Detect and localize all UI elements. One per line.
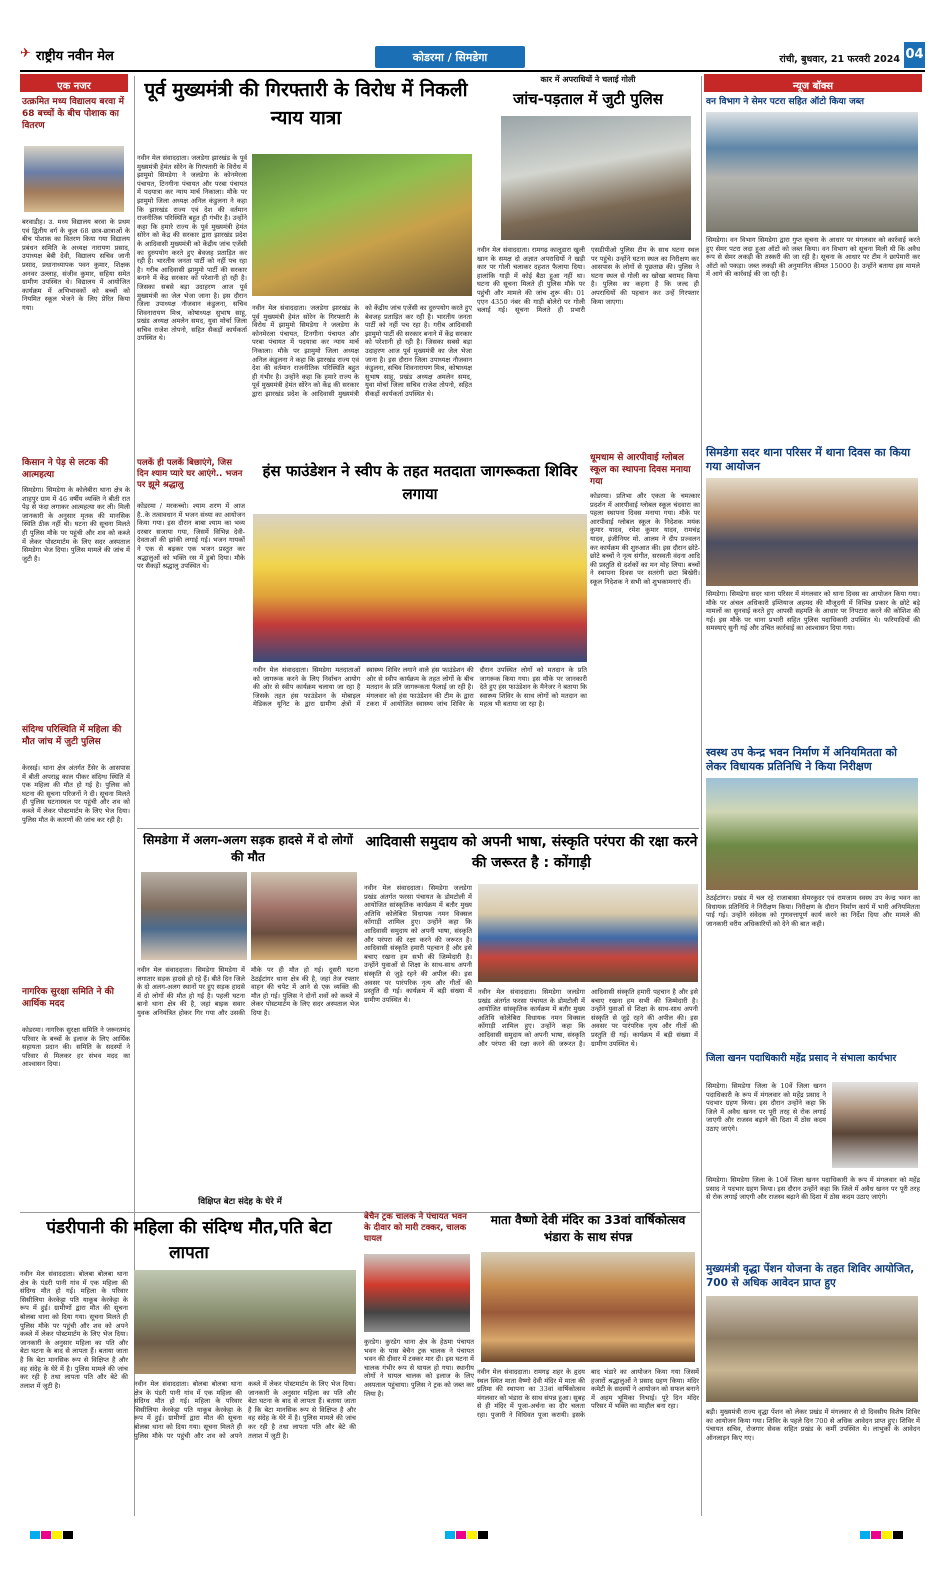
panderi-body-a: नवीन मेल संवाददाता। बोलबा बोलबा थाना क्षेत्र के पंडरी पानी गांव में एक महिला की संदिग्ध मौत हो गई। महिला के परिवार सिसीलिया केरकेट्टा पति याकूब केरकेट्टा के रूप में हुई। ग्रामीणों द्वारा मौत की सूचना बोलबा थाना को दिया गया। सूचना मिलते ही पुलिस मौके पर पहुंची और शव को अपने कब्जे में लेकर पोस्टमार्टम के लिए भेज दिया। जानकारी के अनुसार महिला का पति और बेटा घटना के बाद से लापता हैं। बताया जाता है कि बेटा मानसिक रूप से विक्षिप्त है और वह संदेह के घेरे में है। पुलिस मामले की जांच कर रही है तथा लापता पति और बेटे की तलाश में जुटी है।: [20, 1270, 128, 1390]
truck-photo: [364, 1254, 470, 1332]
masthead-rule: [20, 70, 925, 72]
adivasi-body-b: नवीन मेल संवाददाता। सिमडेगा जलडेगा प्रखंड अंतर्गत फरसा पंचायत के डोमटोली में आयोजित सांस्कृतिक कार्यक्रम में बतौर मुख्य अतिथि कोलेबिरा विधायक नमन विक्सल कोंगाड़ी शामिल हुए। उन्होंने कहा कि आदिवासी समुदाय को अपनी भाषा, संस्कृति और परंपरा की रक्षा करने की जरूरत है। आदिवासी संस्कृति हमारी पहचान है और इसे बचाए रखना हम सभी की जिम्मेदारी है। उन्होंने युवाओं से शिक्षा के साथ-साथ अपनी संस्कृति से जुड़े रहने की अपील की। इस अवसर पर पारंपरिक नृत्य और गीतों की प्रस्तुति दी गई। कार्यक्रम में बड़ी संख्या में ग्रामीण उपस्थित थे।: [478, 988, 698, 1048]
section-rule: [137, 828, 699, 829]
health-centre-photo: [706, 778, 918, 890]
adivasi-body-a: नवीन मेल संवाददाता। सिमडेगा जलडेगा प्रखंड अंतर्गत फरसा पंचायत के डोमटोली में आयोजित सांस्कृतिक कार्यक्रम में बतौर मुख्य अतिथि कोलेबिरा विधायक नमन विक्सल कोंगाड़ी शामिल हुए। उन्होंने कहा कि आदिवासी समुदाय को अपनी भाषा, संस्कृति और परंपरा की रक्षा करने की जरूरत है। आदिवासी संस्कृति हमारी पहचान है और इसे बचाए रखना हम सभी की जिम्मेदारी है। उन्होंने युवाओं से शिक्षा के साथ-साथ अपनी संस्कृति से जुड़े रहने की अपील की। इस अवसर पर पारंपरिक नृत्य और गीतों की प्रस्तुति दी गई। कार्यक्रम में बड़ी संख्या में ग्रामीण उपस्थित थे।: [364, 884, 472, 1004]
news-box-headline-3: स्वस्थ उप केन्द्र भवन निर्माण में अनियमितता को लेकर विधायक प्रतिनिधि ने किया निरीक्षण: [706, 746, 897, 773]
crime-story: [477, 74, 699, 449]
truck-body: कुरडेग। कुरडेग थाना क्षेत्र के हेठमा पंचायत भवन के पास बेचैन ट्रक चालक ने पंचायत भवन की दीवार में टक्कर मार दी। इस घटना में चालक गंभीर रूप से घायल हो गया। स्थानीय लोगों ने घायल चालक को इलाज के लिए अस्पताल पहुंचाया। पुलिस ने ट्रक को जब्त कर लिया है।: [364, 1338, 474, 1398]
crime-headline: जांच-पड़ताल में जुटी पुलिस: [513, 90, 663, 108]
accident-headline: सिमडेगा में अलग-अलग सड़क हादसे में दो लोगों की मौत: [143, 833, 353, 864]
ek-nazar-headline-3: संदिग्ध परिस्थिति में महिला की मौत जांच में जुटी पुलिस: [22, 725, 122, 747]
thana-diwas-photo: [706, 478, 918, 586]
ek-nazar-label: एक नजर: [20, 74, 128, 92]
news-box-headline-4: जिला खनन पदाधिकारी महेंद्र प्रसाद ने संभाला कार्यभार: [706, 1053, 897, 1064]
news-box-body-4b: सिमडेगा। सिमडेगा जिला के 10वें जिला खनन पदाधिकारी के रूप में मंगलवार को महेंद्र प्रसाद ने पदभार ग्रहण किया। इस दौरान उन्होंने कहा कि जिले में अवैध खनन पर पूरी तरह से रोक लगाई जाएगी और राजस्व बढ़ाने की दिशा में ठोस कदम उठाए जाएंगे।: [706, 1176, 920, 1202]
news-box-headline-2: सिमडेगा सदर थाना परिसर में थाना दिवस का किया गया आयोजन: [706, 446, 911, 473]
news-box-headline-5: मुख्यमंत्री वृद्धा पेंशन योजना के तहत शिविर आयोजित, 700 से अधिक आवेदन प्राप्त हुए: [706, 1263, 915, 1289]
seized-auto-photo: [706, 112, 918, 232]
ek-nazar-body-1: बरवाडीह। उ. मध्य विद्यालय बरवा के प्रथम एवं द्वितीय वर्ग के कुल 68 छात्र-छात्राओं के बीच पोशाक का वितरण किया गया विद्यालय प्रबंधन समिति के अध्यक्ष नारायण प्रसाद, उपाध्यक्ष बेबी देवी, विद्यालय सचिव जानी प्रसाद, प्रधानाध्यापक पवन कुमार, शिक्षक अनवर उल्लाह, संजीव कुमार, सहिया समेत ग्रामीण उपस्थित थे। विद्यालय में आयोजित कार्यक्रम में अभिभावकों को बच्चों को नियमित स्कूल भेजने के लिए प्रेरित किया गया।: [22, 218, 130, 312]
panderi-body-b: नवीन मेल संवाददाता। बोलबा बोलबा थाना क्षेत्र के पंडरी पानी गांव में एक महिला की संदिग्ध मौत हो गई। महिला के परिवार सिसीलिया केरकेट्टा पति याकूब केरकेट्टा के रूप में हुई। ग्रामीणों द्वारा मौत की सूचना बोलबा थाना को दिया गया। सूचना मिलते ही पुलिस मौके पर पहुंची और शव को अपने कब्जे में लेकर पोस्टमार्टम के लिए भेज दिया। जानकारी के अनुसार महिला का पति और बेटा घटना के बाद से लापता हैं। बताया जाता है कि बेटा मानसिक रूप से विक्षिप्त है और वह संदेह के घेरे में है। पुलिस मामले की जांच कर रही है तथा लापता पति और बेटे की तलाश में जुटी है।: [134, 1380, 356, 1440]
registration-strip-center: [445, 1524, 489, 1543]
accident-photo-2: [251, 872, 357, 960]
section-label: कोडरमा / सिमडेगा: [412, 51, 488, 64]
panderi-headline: पंडरीपानी की महिला की संदिग्ध मौत,पति बेटा लापता: [46, 1218, 332, 1263]
crime-body: नवीन मेल संवाददाता। रामगढ़ कालूडारा खुली खान के समक्ष दो अज्ञात अपराधियों ने खड़ी कार पर गोली चलाकर दहशत फैलाया दिया। हालांकि गाड़ी में कोई बैठा हुआ नहीं था। घटना की सूचना मिलते ही पुलिस मौके पर पहुंची और मामले की जांच शुरू की। 01 एएन 4350 नंबर की गाड़ी बोलेरो पर गोली चलाई गई। सूचना मिलते ही प्रभारी एसडीपीओ पुलिस टीम के साथ घटना स्थल पर पहुंचे। उन्होंने घटना स्थल का निरीक्षण कर आसपास के लोगों से पूछताछ की। पुलिस ने घटना स्थल से गोली का खोखा बरामद किया है। पुलिस का कहना है कि जल्द ही अपराधियों की पहचान कर उन्हें गिरफ्तार किया जाएगा।: [477, 246, 699, 315]
lead-body-b: नवीन मेल संवाददाता। जलडेगा झारखंड के पूर्व मुख्यमंत्री हेमंत सोरेन के गिरफ्तारी के विरोध में झामुमो सिमडेगा ने जलडेगा के कोनमेरला पंचायत, टिनगीना पंचायत और परबा पंचायत में पदयात्रा कर न्याय मार्च निकाला। मौके पर झामुमो जिला अध्यक्ष अनिल कंडुलना ने कहा कि झारखंड राज्य एवं देश की वर्तमान राजनीतिक परिस्थिति बहुत ही गंभीर है। उन्होंने कहा कि हमारे राज्य के पूर्व मुख्यमंत्री हेमंत सोरेन को केंद्र की सरकार द्वारा झारखंड प्रदेश के आदिवासी मुख्यमंत्री को केंद्रीय जांच एजेंसी का दुरुपयोग करते हुए बेवजह प्रताड़ित कर रही है। भारतीय जनता पार्टी को नहीं पच रहा है। गरीब आदिवासी झामुमो पार्टी की सरकार बनाने में केंद्र सरकार को परेशानी हो रही है। जिसका सबसे बड़ा उदाहरण आज पूर्व मुख्यमंत्री का जेल भेजा जाना है। इस दौरान जिला उपाध्यक्ष नौजवान कंडुलना, सचिव शिवनारायण मिश्र, कोषाध्यक्ष सुभाष साहू, प्रखंड अध्यक्ष अमलेन समद, युवा मोर्चा जिला सचिव राजेश तोपनो, सहित सैकड़ों कार्यकर्ता उपस्थित थे।: [252, 304, 472, 398]
news-box-label: न्यूज बॉक्स: [704, 74, 922, 92]
news-box-column: [704, 74, 922, 1514]
ek-nazar-headline-2: किसान ने पेड़ से लटक की आत्महत्या: [22, 458, 109, 480]
global-school-story: [590, 452, 700, 822]
adivasi-event-photo: [478, 884, 698, 982]
hans-body: नवीन मेल संवाददाता। सिमडेगा मतदाताओं को जागरूक करने के लिए निर्वाचन आयोग की ओर से स्वीप कार्यक्रम चलाया जा रहा है जिसके तहत हंस फाउंडेशन के मोबाइल मेडिकल यूनिट के द्वारा ग्रामीण क्षेत्रों में स्वास्थ्य शिविर लगाने वाले हंस फाउंडेशन की ओर से स्वीप कार्यक्रम के तहत लोगों के बीच मतदान के प्रति जागरूकता फैलाई जा रही है। मंगलवार को हंस फाउंडेशन की टीम के द्वारा टकरा में आयोजित स्वास्थ्य जांच शिविर के दौरान उपस्थित लोगों को मतदान के प्रति जागरूक किया गया। इस मौके पर जानकारी देते हुए हंस फाउंडेशन के मैनेजर ने बताया कि स्वास्थ्य शिविर के साथ लोगों को मतदान का महत्व भी बताया जा रहा है।: [253, 666, 587, 709]
bhajan-kicker: पलकें ही पलकें बिछाएंगे, जिस दिन श्याम प्यारे घर आएंगे.. भजन पर झूमे श्रद्धालु: [137, 458, 243, 490]
registration-strip-right: [860, 1524, 904, 1543]
panderi-photo: [134, 1270, 356, 1374]
hans-story: [137, 458, 587, 828]
news-box-body-3: ठेठईटांगर। प्रखंड में चल रहे राजाबासा सेमरकुदर एवं रामजाम स्वस्थ उप केन्द्र भवन का विधायक प्रतिनिधि ने निरीक्षण किया। निरीक्षण के दौरान निर्माण कार्य में भारी अनियमितता पाई गई। उन्होंने संवेदक को गुणवत्तापूर्ण कार्य करने का निर्देश दिया और मामले की जानकारी वरीय अधिकारियों को देने की बात कही।: [706, 894, 920, 928]
damaged-car-photo: [501, 116, 691, 240]
pension-camp-photo: [706, 1296, 918, 1402]
paper-logo: [20, 44, 170, 66]
lead-headline: पूर्व मुख्यमंत्री की गिरफ्तारी के विरोध में निकली न्याय यात्रा: [144, 79, 468, 129]
panderi-story: [20, 1196, 358, 1516]
ek-nazar-headline-4: नागरिक सुरक्षा समिति ने की आर्थिक मदद: [22, 987, 114, 1009]
global-school-body: कोडरमा। प्रतिभा और एकता के चमत्कार प्रदर्शन में आरपीवाई ग्लोबल स्कूल चंदवारा का पहला स्थापना दिवस मनाया गया। मौके पर आरपीवाई ग्लोबल स्कूल के निदेशक मयंक कुमार यादव, रमेश कुमार यादव, रामचंद्र यादव, इंजीनियर मो. आलम ने दीप प्रज्वलन कर कार्यक्रम की शुरुआत की। इस दौरान छोटे-छोटे बच्चों ने नृत्य संगीत, सरस्वती वंदना आदि की प्रस्तुति से दर्शकों का मन मोह लिया। बच्चों ने स्थापना दिवस पर सतरंगी छटा बिखेरी। स्कूल निदेशक ने सभी को शुभकामनाएं दीं।: [590, 492, 700, 586]
registration-strip-left: [30, 1524, 74, 1543]
news-box-body-1: सिमडेगा। वन विभाग सिमडेगा द्वारा गुप्त सूचना के आधार पर मंगलवार को कार्रवाई करते हुए सेमर पटरा लदा हुआ ऑटो को जब्त किया। वन विभाग को सूचना मिली थी कि अवैध रूप से सेमर लकड़ी की तस्करी की जा रही है। सूचना के आधार पर टीम ने छापेमारी कर ऑटो को पकड़ा। जब्त लकड़ी की अनुमानित कीमत 15000 है। उन्होंने बताया इस मामले में आगे की कार्रवाई की जा रही है।: [706, 236, 920, 279]
accident-photo-1: [141, 872, 247, 960]
ek-nazar-headline-1: उत्क्रमित मध्य विद्यालय बरवा में 68 बच्चों के बीच पोशाक का वितरण: [22, 97, 125, 131]
sweep-camp-photo: [253, 514, 587, 662]
bird-logo-icon: ✈: [20, 46, 31, 61]
ek-nazar-body-2: सिमडेगा। सिमडेगा के कोलेबीरा थाना क्षेत्र के शाहपुर ग्राम में 46 वर्षीय व्यक्ति ने बीती रात पेड़ से फंदा लगाकर आत्महत्या कर ली। मिली जानकारी के अनुसार मृतक की मानसिक स्थिति ठीक नहीं थी। घटना की सूचना मिलते ही पुलिस मौके पर पहुंची और शव को कब्जे में लेकर पोस्टमार्टम के लिए सदर अस्पताल सिमडेगा भेज दिया। पुलिस मामले की जांच में जुटी है।: [22, 486, 130, 563]
col-divider: [701, 76, 702, 1516]
accident-body: नवीन मेल संवाददाता। सिमडेगा सिमडेगा में लगातार सड़क हादसे हो रहे हैं। बीते दिन जिले के दो अलग-अलग स्थानों पर हुए सड़क हादसे में दो लोगों की मौत हो गई है। पहली घटना बानो थाना क्षेत्र की है, जहां बाइक सवार युवक अनियंत्रित होकर गिर गया और उसकी मौके पर ही मौत हो गई। दूसरी घटना ठेठईटांगर थाना क्षेत्र की है, जहां तेज रफ्तार वाहन की चपेट में आने से एक व्यक्ति की मौत हो गई। पुलिस ने दोनों शवों को कब्जे में लेकर पोस्टमार्टम के लिए सदर अस्पताल भेज दिया है।: [137, 966, 359, 1017]
news-box-headline-1: वन विभाग ने सेमर पटरा सहित ऑटो किया जब्त: [706, 97, 865, 107]
ek-nazar-body-4: कोडरमा। नागरिक सुरक्षा समिति ने जरूरतमंद परिवार के बच्चों के इलाज के लिए आर्थिक सहायता प्रदान की। समिति के सदस्यों ने परिवार से मिलकर हर संभव मदद का आश्वासन दिया।: [22, 1026, 130, 1069]
date-line: रांची, बुधवार, 21 फरवरी 2024: [779, 54, 900, 65]
bhandara-photo: [481, 1252, 695, 1362]
vaishno-headline: माता वैष्णो देवी मंदिर का 33वां वार्षिकोत्सव भंडारा के साथ संपन्न: [490, 1213, 686, 1244]
lead-body-a: नवीन मेल संवाददाता। जलडेगा झारखंड के पूर्व मुख्यमंत्री हेमंत सोरेन के गिरफ्तारी के विरोध में झामुमो सिमडेगा ने जलडेगा के कोनमेरला पंचायत, टिनगीना पंचायत और परबा पंचायत में पदयात्रा कर न्याय मार्च निकाला। मौके पर झामुमो जिला अध्यक्ष अनिल कंडुलना ने कहा कि झारखंड राज्य एवं देश की वर्तमान राजनीतिक परिस्थिति बहुत ही गंभीर है। उन्होंने कहा कि हमारे राज्य के पूर्व मुख्यमंत्री हेमंत सोरेन को केंद्र की सरकार द्वारा झारखंड प्रदेश के आदिवासी मुख्यमंत्री को केंद्रीय जांच एजेंसी का दुरुपयोग करते हुए बेवजह प्रताड़ित कर रही है। भारतीय जनता पार्टी को नहीं पच रहा है। गरीब आदिवासी झामुमो पार्टी की सरकार बनाने में केंद्र सरकार को परेशानी हो रही है। जिसका सबसे बड़ा उदाहरण आज पूर्व मुख्यमंत्री का जेल भेजा जाना है। इस दौरान जिला उपाध्यक्ष नौजवान कंडुलना, सचिव शिवनारायण मिश्र, कोषाध्यक्ष सुभाष साहू, प्रखंड अध्यक्ष अमलेन समद, युवा मोर्चा जिला सचिव राजेश तोपनो, सहित सैकड़ों कार्यकर्ता उपस्थित थे।: [137, 154, 247, 343]
hans-headline: हंस फाउंडेशन ने स्वीप के तहत मतदाता जागरूकता शिविर लगाया: [262, 462, 578, 503]
ek-nazar-body-3: केरसई। थाना क्षेत्र अंतर्गत टैंसेर के आसपास में बीती अपराह्न काल पीकर संदिग्ध स्थिति में एक महिला की मौत हो गई है। पुलिस को घटना की सूचना परिजनों ने दी। सूचना मिलते ही पुलिस घटनास्थल पर पहुंची और शव को कब्जे में लेकर पोस्टमार्टम के लिए भेज दिया। पुलिस मौत के कारणों की जांच कर रही है।: [22, 764, 130, 824]
panderi-kicker: विक्षिप्त बेटा संदेह के घेरे में: [198, 1197, 282, 1207]
paper-name: राष्ट्रीय नवीन मेल: [36, 49, 114, 64]
adivasi-story: [364, 832, 699, 1212]
mining-officer-photo: [832, 1082, 918, 1168]
global-school-headline: धूमधाम से आरपीवाई ग्लोबल स्कूल का स्थापना दिवस मनाया गया: [590, 453, 691, 487]
school-uniform-photo: [24, 146, 124, 212]
truck-story: [364, 1212, 474, 1512]
masthead: [20, 38, 925, 70]
accident-story: [137, 832, 359, 1212]
page-number: 04: [904, 42, 925, 68]
truck-headline: बेचैन ट्रक चालक ने पंचायत भवन के दीवार को मारी टक्कर, चालक घायल: [364, 1212, 467, 1244]
bhajan-body: कोडरमा / मरकच्चो। श्याम शरण में आज है..के तत्वावधान में भजन संध्या का आयोजन किया गया। इस दौरान बाबा श्याम का भव्य दरबार सजाया गया, जिसमें विभिन्न देवी-देवताओं की झांकी लगाई गई। भजन गायकों ने एक से बढ़कर एक भजन प्रस्तुत कर श्रद्धालुओं को भक्ति रस में डुबो दिया। मौके पर सैकड़ों श्रद्धालु उपस्थित थे।: [137, 502, 245, 571]
crime-kicker: कार में अपराधियों ने चलाई गोली: [540, 75, 636, 84]
vaishno-story: [477, 1212, 699, 1512]
adivasi-headline: आदिवासी समुदाय को अपनी भाषा, संस्कृति परंपरा की रक्षा करने की जरूरत है : कोंगाड़ी: [365, 834, 698, 871]
news-box-body-5: बड़ी। मुख्यमंत्री राज्य वृद्धा पेंशन को लेकर प्रखंड में मंगलवार से दो दिवसीय विशेष शिविर का आयोजन किया गया। शिविर के पहले दिन 700 से अधिक आवेदन प्राप्त हुए। शिविर में पंचायत सचिव, रोजगार सेवक सहित प्रखंड के कर्मी उपस्थित थे। लाभुकों के आवेदन ऑनलाइन किए गए।: [706, 1408, 920, 1442]
news-box-body-2: सिमडेगा। सिमडेगा सदर थाना परिसर में मंगलवार को थाना दिवस का आयोजन किया गया। मौके पर अंचल अधिकारी इम्तियाज अहमद की मौजूदगी में विभिन्न प्रकार के छोटे बड़े मामलों का सुनवाई करते हुए आपसी सहमति के आधार पर निपटारा करने की कोशिश की गई। इस मौके पर थाना प्रभारी सहित पुलिस पदाधिकारी उपस्थित थे। फरियादियों की समस्याएं सुनी गई और उचित कार्रवाई का आश्वासन दिया गया।: [706, 590, 920, 633]
nyay-yatra-photo: [252, 154, 472, 296]
news-box-body-4a: सिमडेगा। सिमडेगा जिला के 10वें जिला खनन पदाधिकारी के रूप में मंगलवार को महेंद्र प्रसाद ने पदभार ग्रहण किया। इस दौरान उन्होंने कहा कि जिले में अवैध खनन पर पूरी तरह से रोक लगाई जाएगी और राजस्व बढ़ाने की दिशा में ठोस कदम उठाए जाएंगे।: [706, 1082, 826, 1133]
lead-story: [137, 74, 472, 474]
vaishno-body: नवीन मेल संवाददाता। रामगढ़ शहर के हृदय स्थल स्थित माता वैष्णो देवी मंदिर में माता की प्रतिमा की स्थापना का 33वां वार्षिकोत्सव मंगलवार को भंडारा के साथ संपन्न हुआ। सुबह से ही मंदिर में पूजा-अर्चना का दौर चलता रहा। पुजारी ने विधिवत पूजा करायी। इसके बाद भंडारे का आयोजन किया गया जिसमें हजारों श्रद्धालुओं ने प्रसाद ग्रहण किया। मंदिर कमेटी के सदस्यों ने आयोजन को सफल बनाने में अहम भूमिका निभाई। पूरे दिन मंदिर परिसर में भक्ति का माहौल बना रहा।: [477, 1368, 699, 1419]
section-banner: [375, 46, 525, 68]
